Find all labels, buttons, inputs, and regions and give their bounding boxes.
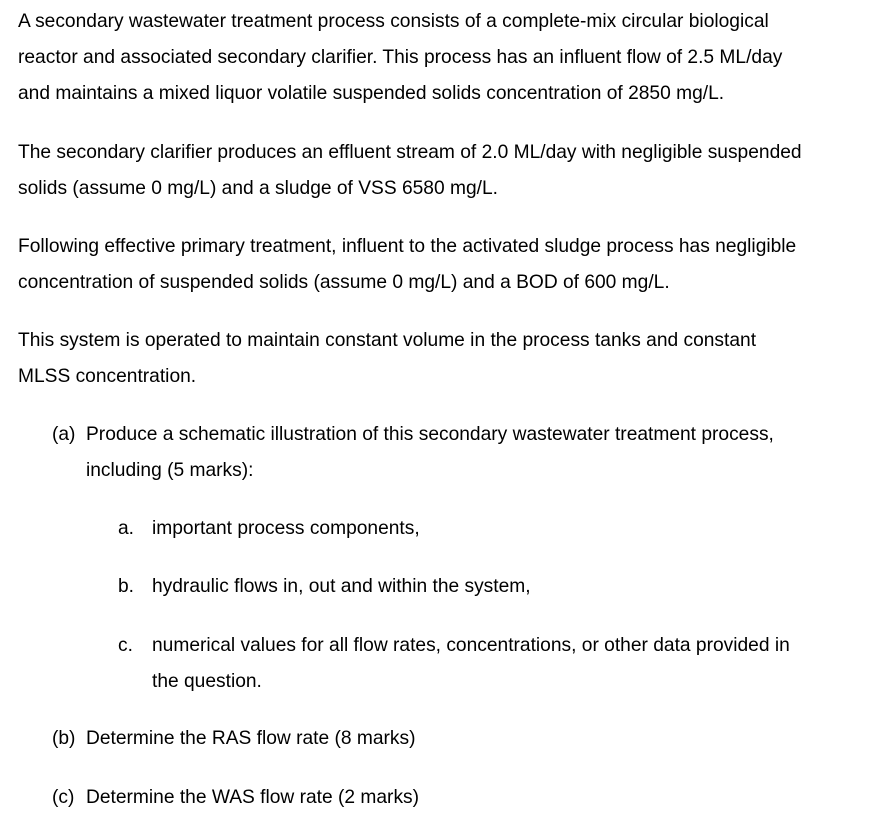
- text-line: Following effective primary treatment, influent to the activated sludge process has negligible: [18, 236, 797, 257]
- text-line: the question.: [152, 671, 262, 692]
- item-text: [152, 569, 852, 605]
- text-line: The secondary clarifier produces an effluent stream of 2.0 ML/day with negligible suspended: [18, 142, 802, 163]
- text-line: reactor and associated secondary clarifier. This process has an influent flow of 2.5 ML/day: [18, 47, 783, 68]
- item-text: [152, 628, 852, 700]
- question-text: Determine the RAS flow rate (8 marks): [86, 728, 416, 749]
- item-label: b.: [118, 576, 135, 597]
- item-text: [152, 511, 852, 547]
- question-label: (a): [52, 424, 76, 445]
- text-line: important process components,: [152, 518, 420, 539]
- text-line: concentration of suspended solids (assume 0 mg/L) and a BOD of 600 mg/L.: [18, 272, 670, 293]
- text-line: MLSS concentration.: [18, 366, 197, 387]
- item-label: c.: [118, 635, 133, 656]
- text-line: solids (assume 0 mg/L) and a sludge of VSS 6580 mg/L.: [18, 178, 498, 199]
- text-line: including (5 marks):: [86, 460, 254, 481]
- operation-paragraph: [18, 323, 868, 395]
- text-line: numerical values for all flow rates, concentrations, or other data provided in: [152, 635, 790, 656]
- question-label: (c): [52, 787, 75, 808]
- text-line: A secondary wastewater treatment process consists of a complete-mix circular biological: [18, 11, 769, 32]
- question-label: (b): [52, 728, 76, 749]
- primary-treatment-paragraph: [18, 229, 868, 301]
- clarifier-paragraph: [18, 135, 868, 207]
- intro-paragraph: [18, 4, 868, 112]
- text-line: Produce a schematic illustration of this secondary wastewater treatment process,: [86, 424, 774, 445]
- text-line: and maintains a mixed liquor volatile suspended solids concentration of 2850 mg/L.: [18, 83, 725, 104]
- text-line: This system is operated to maintain constant volume in the process tanks and constant: [18, 330, 757, 351]
- item-label: a.: [118, 518, 135, 539]
- text-line: hydraulic flows in, out and within the system,: [152, 576, 531, 597]
- question-text: [86, 417, 856, 489]
- question-text: Determine the WAS flow rate (2 marks): [86, 787, 420, 808]
